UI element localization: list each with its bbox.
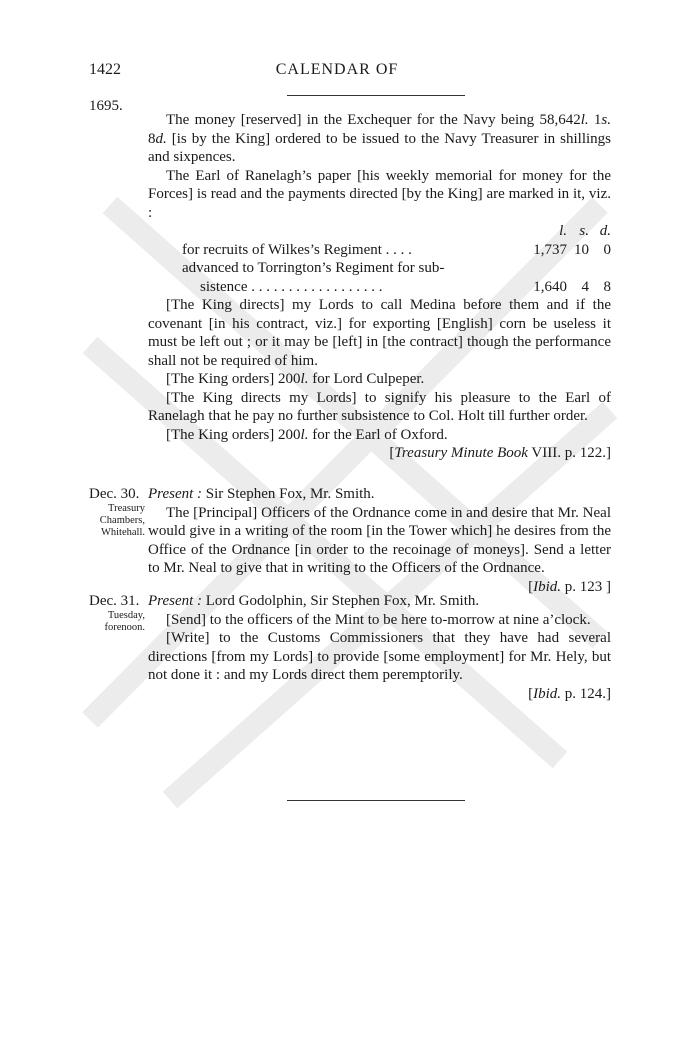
col-shillings: s. [579, 223, 589, 239]
item-shillings: 10 [574, 241, 589, 258]
sidenote-dec31 [89, 592, 145, 634]
paragraph-oxford: [The King orders] 200l. for the Earl of Oxford. [166, 426, 448, 443]
item-pounds: 1,640 [533, 278, 567, 295]
entry-place-line: Tuesday, [107, 610, 145, 621]
paragraph-holt: [The King directs my Lords] to signify his pleasure to the Earl of Ranelagh that he pay no further subsistence to Col. Holt till further order. [148, 389, 611, 424]
entry-place-line: Chambers, [99, 515, 145, 526]
entry-date: Dec. 31. [89, 593, 140, 609]
paragraph-navy-money: The money [reserved] in the Exchequer for the Navy being 58,642l. 1s. 8d. [is by the King] ordered to be issued to the Navy Treasurer in shillings and sixpences. [148, 112, 611, 165]
item-pounds: 1,737 [533, 241, 567, 258]
present-line [148, 485, 611, 504]
col-pounds: l. [559, 223, 567, 239]
payments-table [148, 222, 611, 296]
table-row [148, 241, 611, 260]
page-number: 1422 [89, 61, 121, 78]
money-header-row [148, 222, 611, 241]
entry-date: Dec. 30. [89, 486, 140, 502]
item-pence [589, 259, 611, 278]
paragraph-ordnance: The [Principal] Officers of the Ordnance come in and desire that Mr. Neal would give in a writing of the room [in the Tower which] he desires from the Office of the Ordnance [in order to the recoinage of moneys]. Send a letter to Mr. Neal to give that in writing to the Officers of the Ordnance. [148, 504, 611, 576]
table-row [148, 278, 611, 297]
running-title: CALENDAR OF [275, 61, 399, 78]
table-row [148, 259, 611, 278]
present-label: Present : [148, 593, 203, 609]
item-text: advanced to Torrington’s Regiment for sub- [182, 260, 445, 276]
present-label: Present : [148, 486, 203, 502]
item-pence: 8 [603, 278, 611, 295]
paragraph-medina: [The King directs] my Lords to call Medina before them and if the covenant [in his contract, viz.] for exporting [English] corn be useless it must be left out ; or it may be [left] in [the contract] though the performance shall not be required of him. [148, 297, 611, 369]
citation: [Ibid. p. 123 ] [528, 578, 611, 595]
sidenote-dec30 [89, 485, 145, 539]
item-pounds [515, 259, 567, 278]
citation: [Ibid. p. 124.] [528, 685, 611, 702]
entry-place-line: Whitehall. [100, 527, 145, 538]
paragraph-mint: [Send] to the officers of the Mint to be here to-morrow at nine a’clock. [166, 611, 591, 628]
paragraph-ranelagh-paper: The Earl of Ranelagh’s paper [his weekly memorial for money for the Forces] is read and the payments directed [by the King] are marked in it, viz. : [148, 167, 611, 221]
entry-place-line: Treasury [108, 503, 145, 514]
paragraph-customs: [Write] to the Customs Commissioners that they have had several directions [from my Lords] to provide [some employment] for Mr. Hely, but not done it : and my Lords direct them peremptorily. [148, 630, 611, 683]
col-pence: d. [599, 223, 611, 239]
item-shillings [567, 259, 589, 278]
entry-dec30-body [148, 485, 611, 596]
present-names: Lord Godolphin, Sir Stephen Fox, Mr. Smith. [202, 593, 480, 609]
citation: [Treasury Minute Book VIII. p. 122.] [389, 445, 611, 461]
item-shillings: 4 [581, 278, 589, 295]
entry-1695-body [148, 111, 611, 463]
end-rule [287, 800, 465, 801]
year-marker: 1695. [89, 98, 123, 114]
item-text: sistence . . . . . . . . . . . . . . . . . . [200, 278, 383, 295]
item-text: for recruits of Wilkes’s Regiment . . . . [182, 241, 412, 258]
entry-place-line: forenoon. [104, 622, 145, 633]
header-rule [287, 95, 465, 96]
item-pence: 0 [603, 241, 611, 258]
present-line [148, 592, 611, 611]
entry-dec31-body [148, 592, 611, 703]
present-names: Sir Stephen Fox, Mr. Smith. [202, 486, 375, 502]
paragraph-culpeper: [The King orders] 200l. for Lord Culpeper. [166, 371, 425, 387]
